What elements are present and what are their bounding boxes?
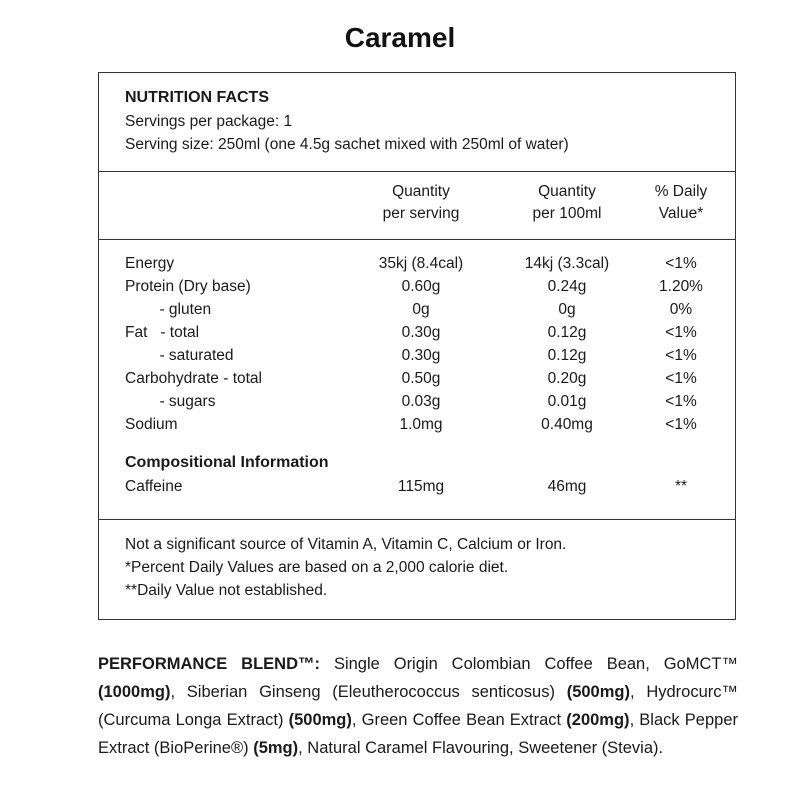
- table-row: [99, 255, 735, 278]
- table-row: [99, 393, 735, 416]
- caffeine-row: [99, 478, 735, 501]
- nutrition-header: [99, 73, 735, 172]
- table-row: [99, 301, 735, 324]
- daily-value: **: [674, 478, 688, 495]
- per-100ml-value: 46mg: [547, 478, 587, 495]
- daily-value: <1%: [665, 416, 697, 433]
- per-100ml-value: 0.01g: [547, 393, 587, 410]
- per-serving-value: 0.50g: [401, 370, 441, 387]
- per-100ml-value: 0.24g: [547, 278, 587, 295]
- per-100ml-value: 0.12g: [547, 347, 587, 364]
- row-label: Protein (Dry base): [125, 278, 251, 295]
- blend-title: PERFORMANCE BLEND™:: [98, 655, 321, 673]
- daily-value: <1%: [665, 255, 697, 272]
- per-serving-value: 0.03g: [401, 393, 441, 410]
- column-headers: [99, 171, 735, 240]
- daily-value: <1%: [665, 370, 697, 387]
- nutrition-panel: [98, 72, 736, 620]
- per-serving-value: 0.30g: [401, 324, 441, 341]
- daily-value: <1%: [665, 324, 697, 341]
- column-header-per-serving: Quantity per serving: [382, 183, 460, 222]
- footnote: **Daily Value not established.: [125, 582, 328, 599]
- page-title: Caramel: [344, 22, 456, 53]
- row-label: - gluten: [125, 301, 212, 318]
- row-label: Carbohydrate - total: [125, 370, 262, 387]
- per-100ml-value: 14kj (3.3cal): [524, 255, 610, 272]
- ingredients-paragraph: PERFORMANCE BLEND™: Single Origin Colombian Coffee Bean, GoMCT™ (1000mg), Siberian Ginseng (Eleutherococcus senticosus) (500mg), Hydrocurc™ (Curcuma Longa Extract) (500mg), Green Coffee Bean Extract (200mg), Black Pepper Extract (BioPerine®) (5mg), Natural Caramel Flavouring, Sweetener (Stevia).: [98, 655, 739, 757]
- row-label: Fat - total: [125, 324, 200, 341]
- per-100ml-value: 0g: [558, 301, 576, 318]
- per-serving-value: 35kj (8.4cal): [378, 255, 464, 272]
- table-row: [99, 347, 735, 370]
- table-row: [99, 370, 735, 393]
- footnote: *Percent Daily Values are based on a 2,000 calorie diet.: [125, 559, 509, 576]
- compositional-title: Compositional Information: [125, 454, 329, 471]
- row-label: Sodium: [125, 416, 178, 433]
- footnotes: [99, 519, 735, 620]
- row-label: - sugars: [125, 393, 216, 410]
- table-row: [99, 416, 735, 439]
- per-100ml-value: 0.40mg: [541, 416, 593, 433]
- per-serving-value: 115mg: [397, 478, 445, 495]
- daily-value: 0%: [669, 301, 693, 318]
- per-serving-value: 0.30g: [401, 347, 441, 364]
- per-serving-value: 0g: [412, 301, 430, 318]
- servings-text: Servings per package: 1: [125, 113, 293, 130]
- daily-value: <1%: [665, 347, 697, 364]
- daily-value: 1.20%: [659, 278, 703, 295]
- column-header-per-100ml: Quantity per 100ml: [532, 183, 602, 222]
- daily-value: <1%: [665, 393, 697, 410]
- per-serving-value: 0.60g: [401, 278, 441, 295]
- column-header-daily-value: % Daily Value*: [654, 183, 708, 222]
- footnote: Not a significant source of Vitamin A, Vitamin C, Calcium or Iron.: [125, 536, 567, 553]
- table-row: [99, 278, 735, 301]
- per-100ml-value: 0.12g: [547, 324, 587, 341]
- serving-size-text: Serving size: 250ml (one 4.5g sachet mixed with 250ml of water): [125, 136, 569, 153]
- nutrition-title: NUTRITION FACTS: [125, 89, 269, 106]
- row-label: - saturated: [125, 347, 234, 364]
- row-label: Energy: [125, 255, 175, 272]
- row-label: Caffeine: [125, 478, 183, 495]
- per-100ml-value: 0.20g: [547, 370, 587, 387]
- per-serving-value: 1.0mg: [399, 416, 443, 433]
- table-row: [99, 324, 735, 347]
